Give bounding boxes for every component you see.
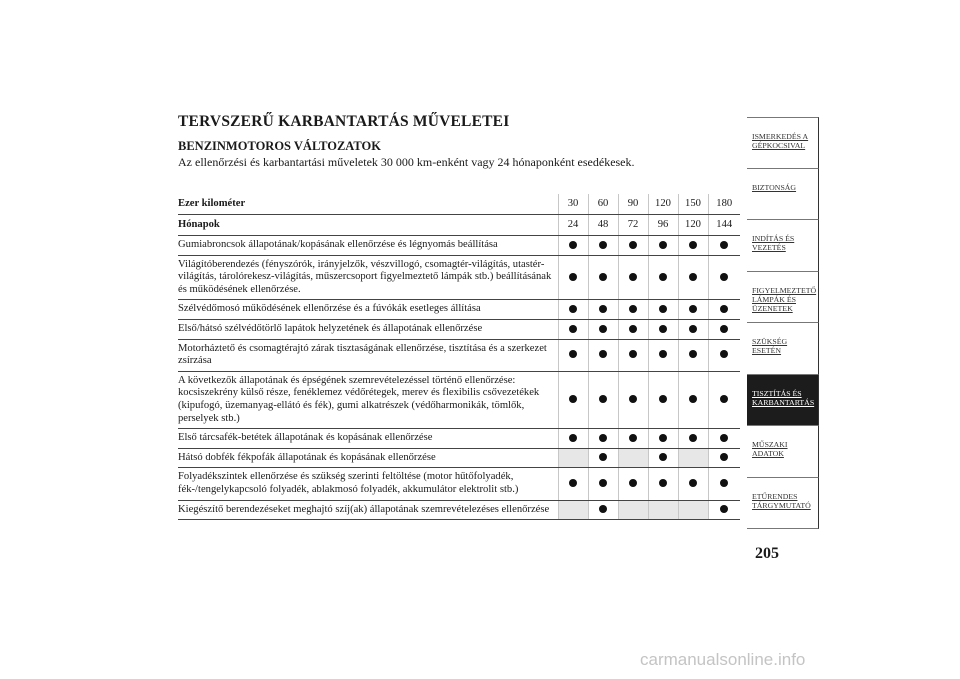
scheduled-cell: [708, 339, 740, 371]
bullet-icon: [659, 241, 667, 249]
page-title: TERVSZERŰ KARBANTARTÁS MŰVELETEI: [178, 113, 510, 130]
bullet-icon: [569, 273, 577, 281]
scheduled-cell: [708, 448, 740, 468]
empty-cell: [618, 448, 648, 468]
table-row: [178, 429, 740, 449]
scheduled-cell: [708, 255, 740, 300]
bullet-icon: [689, 350, 697, 358]
bullet-icon: [629, 325, 637, 333]
task-description: Első tárcsafék-betétek állapotának és kopásának ellenőrzése: [178, 429, 558, 449]
scheduled-cell: [678, 255, 708, 300]
month-value: 72: [618, 215, 648, 236]
bullet-icon: [569, 241, 577, 249]
scheduled-cell: [588, 500, 618, 520]
bullet-icon: [720, 325, 728, 333]
intro-text: Az ellenőrzési és karbantartási műveletek 30 000 km-enként vagy 24 hónaponként esedékesek.: [178, 155, 635, 169]
chapter-tab[interactable]: [747, 323, 819, 375]
table-row: [178, 448, 740, 468]
scheduled-cell: [648, 255, 678, 300]
bullet-icon: [720, 395, 728, 403]
bullet-icon: [659, 305, 667, 313]
chapter-tab-label: TISZTÍTÁS ÉS KARBANTARTÁS: [752, 388, 815, 407]
bullet-icon: [599, 325, 607, 333]
scheduled-cell: [558, 468, 588, 500]
task-description: Kiegészítő berendezéseket meghajtó szíj(ak) állapotának szemrevételezéses ellenőrzése: [178, 500, 558, 520]
bullet-icon: [659, 479, 667, 487]
chapter-tab[interactable]: [747, 478, 819, 530]
bullet-icon: [569, 479, 577, 487]
scheduled-cell: [618, 429, 648, 449]
scheduled-cell: [618, 468, 648, 500]
scheduled-cell: [558, 429, 588, 449]
bullet-icon: [599, 505, 607, 513]
bullet-icon: [599, 241, 607, 249]
bullet-icon: [720, 434, 728, 442]
bullet-icon: [659, 453, 667, 461]
bullet-icon: [720, 505, 728, 513]
km-value: 180: [708, 194, 740, 215]
chapter-tab[interactable]: [747, 220, 819, 272]
km-value: 60: [588, 194, 618, 215]
page-number: 205: [755, 545, 779, 562]
km-header-row: [178, 194, 740, 215]
bullet-icon: [599, 350, 607, 358]
bullet-icon: [599, 305, 607, 313]
watermark: carmanualsonline.info: [640, 650, 806, 669]
scheduled-cell: [588, 339, 618, 371]
chapter-tab-label: FIGYELMEZTETŐ LÁMPÁK ÉS ÜZENETEK: [752, 285, 817, 313]
scheduled-cell: [678, 319, 708, 339]
scheduled-cell: [588, 429, 618, 449]
bullet-icon: [720, 453, 728, 461]
bullet-icon: [629, 395, 637, 403]
chapter-tab[interactable]: [747, 272, 819, 324]
scheduled-cell: [648, 371, 678, 428]
chapter-tab[interactable]: [747, 426, 819, 478]
chapter-tab-label: ISMERKEDÉS A GÉPKOCSIVAL: [752, 132, 809, 150]
scheduled-cell: [558, 371, 588, 428]
bullet-icon: [689, 479, 697, 487]
scheduled-cell: [678, 300, 708, 320]
task-description: Világítóberendezés (fényszórók, irányjelzők, vészvillogó, csomagtér-világítás, utastér-világítás, tárolórekesz-világítás, műszercsoport figyelmeztető lámpák stb.) beállításának és működésének ellenőrzése.: [178, 255, 558, 300]
task-description: Hátsó dobfék fékpofák állapotának és kopásának ellenőrzése: [178, 448, 558, 468]
empty-cell: [558, 448, 588, 468]
bullet-icon: [659, 273, 667, 281]
bullet-icon: [689, 325, 697, 333]
chapter-tab-label: INDÍTÁS ÉS VEZETÉS: [752, 234, 795, 252]
bullet-icon: [720, 273, 728, 281]
table-row: [178, 371, 740, 428]
scheduled-cell: [708, 300, 740, 320]
bullet-icon: [599, 273, 607, 281]
scheduled-cell: [648, 468, 678, 500]
task-description: Első/hátsó szélvédőtörlő lapátok helyzetének és állapotának ellenőrzése: [178, 319, 558, 339]
table-row: [178, 339, 740, 371]
bullet-icon: [720, 241, 728, 249]
scheduled-cell: [648, 319, 678, 339]
bullet-icon: [659, 395, 667, 403]
bullet-icon: [689, 434, 697, 442]
scheduled-cell: [708, 468, 740, 500]
empty-cell: [678, 448, 708, 468]
task-description: Folyadékszintek ellenőrzése és szükség szerinti feltöltése (motor hűtőfolyadék, fék-/tengelykapcsoló folyadék, ablakmosó folyadék, akkumulátor elektrolit stb.): [178, 468, 558, 500]
scheduled-cell: [588, 255, 618, 300]
empty-cell: [618, 500, 648, 520]
scheduled-cell: [558, 236, 588, 256]
bullet-icon: [689, 241, 697, 249]
km-label: Ezer kilométer: [178, 194, 558, 215]
bullet-icon: [569, 325, 577, 333]
bullet-icon: [720, 305, 728, 313]
scheduled-cell: [678, 236, 708, 256]
chapter-tab-label: BIZTONSÁG: [752, 182, 797, 192]
month-label: Hónapok: [178, 215, 558, 236]
empty-cell: [678, 500, 708, 520]
table-row: [178, 236, 740, 256]
maintenance-schedule-table: [178, 194, 740, 520]
scheduled-cell: [588, 236, 618, 256]
scheduled-cell: [708, 500, 740, 520]
bullet-icon: [689, 273, 697, 281]
month-value: 144: [708, 215, 740, 236]
scheduled-cell: [588, 468, 618, 500]
bullet-icon: [629, 434, 637, 442]
task-description: Szélvédőmosó működésének ellenőrzése és a fúvókák esetleges állítása: [178, 300, 558, 320]
chapter-tab[interactable]: [747, 169, 819, 221]
bullet-icon: [569, 305, 577, 313]
bullet-icon: [599, 395, 607, 403]
scheduled-cell: [648, 448, 678, 468]
month-value: 96: [648, 215, 678, 236]
table-row: [178, 300, 740, 320]
bullet-icon: [629, 305, 637, 313]
scheduled-cell: [618, 236, 648, 256]
bullet-icon: [720, 479, 728, 487]
scheduled-cell: [678, 371, 708, 428]
scheduled-cell: [588, 448, 618, 468]
task-description: Gumiabroncsok állapotának/kopásának ellenőrzése és légnyomás beállítása: [178, 236, 558, 256]
scheduled-cell: [678, 429, 708, 449]
scheduled-cell: [708, 429, 740, 449]
bullet-icon: [599, 453, 607, 461]
table-row: [178, 319, 740, 339]
bullet-icon: [599, 434, 607, 442]
km-value: 150: [678, 194, 708, 215]
scheduled-cell: [648, 236, 678, 256]
scheduled-cell: [558, 300, 588, 320]
chapter-tab-label: SZÜKSÉG ESETÉN: [752, 337, 788, 355]
scheduled-cell: [708, 371, 740, 428]
bullet-icon: [659, 325, 667, 333]
chapter-tab-label: MŰSZAKI ADATOK: [752, 440, 788, 458]
scheduled-cell: [558, 255, 588, 300]
bullet-icon: [659, 434, 667, 442]
table-row: [178, 468, 740, 500]
bullet-icon: [629, 350, 637, 358]
month-header-row: [178, 215, 740, 236]
task-description: Motorháztető és csomagtérajtó zárak tisztaságának ellenőrzése, tisztítása és a szerkezet zsírzása: [178, 339, 558, 371]
bullet-icon: [720, 350, 728, 358]
scheduled-cell: [588, 319, 618, 339]
km-value: 30: [558, 194, 588, 215]
scheduled-cell: [708, 236, 740, 256]
scheduled-cell: [618, 319, 648, 339]
bullet-icon: [569, 434, 577, 442]
bullet-icon: [689, 305, 697, 313]
chapter-tab-label: ETŰRENDES TÁRGYMUTATÓ: [752, 491, 811, 510]
scheduled-cell: [558, 319, 588, 339]
scheduled-cell: [558, 339, 588, 371]
bullet-icon: [629, 479, 637, 487]
chapter-tab[interactable]: [747, 117, 819, 169]
scheduled-cell: [648, 300, 678, 320]
chapter-tab[interactable]: [747, 375, 819, 427]
bullet-icon: [689, 395, 697, 403]
bullet-icon: [659, 350, 667, 358]
scheduled-cell: [618, 255, 648, 300]
scheduled-cell: [588, 371, 618, 428]
scheduled-cell: [588, 300, 618, 320]
section-subtitle: BENZINMOTOROS VÁLTOZATOK: [178, 139, 381, 153]
table-row: [178, 500, 740, 520]
scheduled-cell: [708, 319, 740, 339]
table-row: [178, 255, 740, 300]
scheduled-cell: [618, 371, 648, 428]
task-description: A következők állapotának és épségének szemrevételezéssel történő ellenőrzése: kocsiszekrény külső része, fenéklemez védőrétegek, merev és flexibilis csővezetékek (kipufogó, üzemanyag-ellátó és fék), gumi alkatrészek (védőharmonikák, tömlők, perselyek stb.): [178, 371, 558, 428]
bullet-icon: [569, 350, 577, 358]
scheduled-cell: [678, 468, 708, 500]
scheduled-cell: [618, 339, 648, 371]
scheduled-cell: [678, 339, 708, 371]
empty-cell: [648, 500, 678, 520]
month-value: 24: [558, 215, 588, 236]
scheduled-cell: [648, 339, 678, 371]
bullet-icon: [569, 395, 577, 403]
month-value: 48: [588, 215, 618, 236]
bullet-icon: [599, 479, 607, 487]
chapter-tabs: [747, 117, 819, 529]
bullet-icon: [629, 241, 637, 249]
scheduled-cell: [648, 429, 678, 449]
bullet-icon: [629, 273, 637, 281]
km-value: 90: [618, 194, 648, 215]
km-value: 120: [648, 194, 678, 215]
month-value: 120: [678, 215, 708, 236]
scheduled-cell: [618, 300, 648, 320]
empty-cell: [558, 500, 588, 520]
